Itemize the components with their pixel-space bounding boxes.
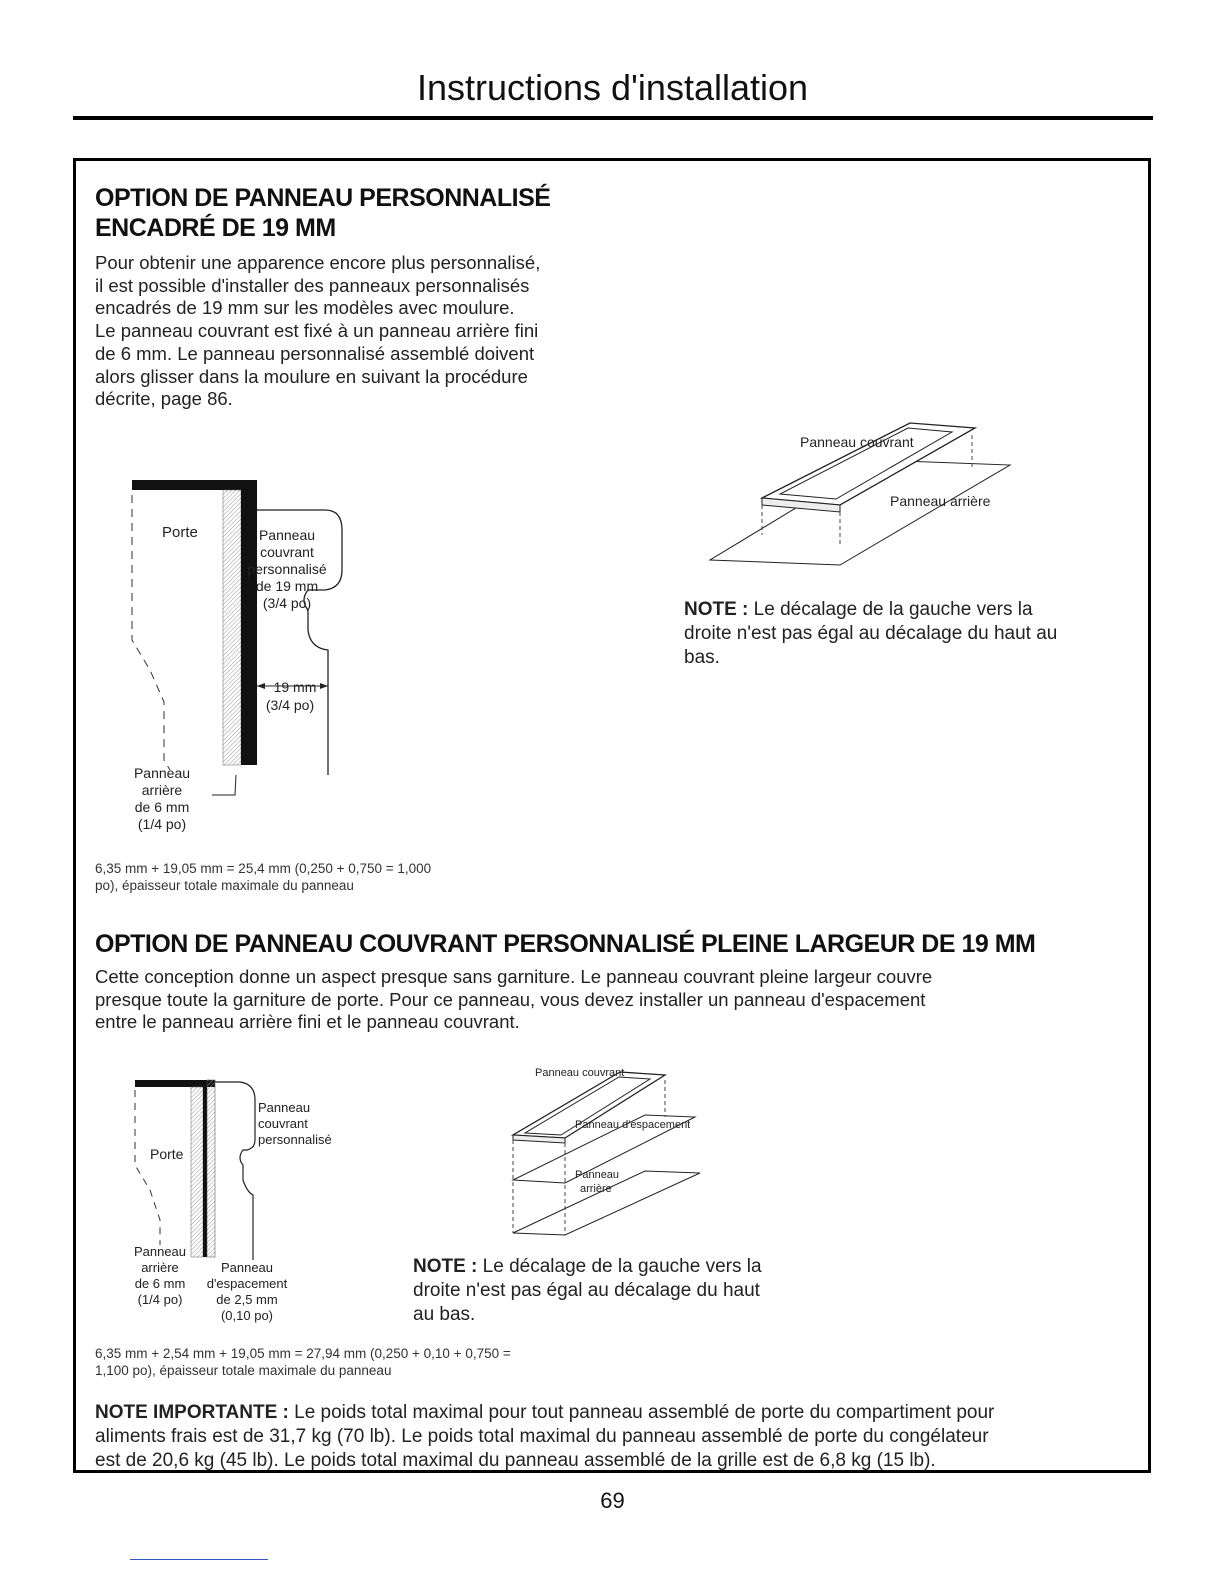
back-label-line: (1/4 po): [137, 816, 187, 832]
dimension-arrow-right: [320, 683, 328, 689]
back-label-line: (1/4 po): [137, 1292, 183, 1307]
note-line: aliments frais est de 31,7 kg (70 lb). Le poids total maximal du panneau assemblé de porte du congélateur: [95, 1426, 989, 1447]
note-line: au bas.: [413, 1304, 476, 1325]
paragraph-line: Pour obtenir une apparence encore plus personnalisé,: [95, 252, 541, 273]
porte-label: Porte: [150, 1146, 184, 1162]
section2-paragraph: [95, 966, 1135, 1034]
back-label-line: arrière: [141, 782, 183, 798]
spacer-label: Panneau d'espacement: [575, 1119, 691, 1131]
back-label-line: Panneau: [575, 1169, 620, 1181]
cover-label-line: couvrant: [260, 544, 314, 560]
section1-heading-line2: ENCADRÉ DE 19 MM: [95, 214, 336, 242]
note-line: droite n'est pas égal au décalage du haut: [413, 1280, 760, 1301]
section1-formula: [95, 860, 431, 894]
back-label-line: Panneau: [133, 765, 191, 781]
cover-label-line: (3/4 po): [262, 595, 312, 611]
paragraph-line: entre le panneau arrière fini et le panneau couvrant.: [95, 1011, 520, 1033]
important-note-label: NOTE IMPORTANTE :: [95, 1402, 289, 1423]
full-width-panel-cross-section-diagram: [125, 1070, 355, 1335]
back-label-line: arrière: [141, 1260, 179, 1275]
paragraph-line: encadrés de 19 mm sur les modèles avec moulure.: [95, 297, 515, 319]
door-break-line: [135, 1090, 160, 1245]
paragraph-line: il est possible d'installer des panneaux personnalisés: [95, 274, 530, 296]
footer-link-underline: [130, 1559, 268, 1560]
note-line: est de 20,6 kg (45 lb). Le poids total maximal du panneau assemblé de la grille est de 6,8 kg (15 lb).: [95, 1450, 936, 1471]
note-label: NOTE :: [684, 599, 749, 620]
cover-label: Panneau couvrant: [535, 1067, 625, 1079]
framed-panel-cross-section-diagram: [120, 470, 380, 840]
note-label: NOTE :: [413, 1256, 478, 1277]
section1-heading-line1: OPTION DE PANNEAU PERSONNALISÉ: [95, 184, 551, 212]
molding-profile: [215, 1082, 255, 1260]
spacer-label-line: (0,10 po): [220, 1308, 274, 1323]
formula-line: 6,35 mm + 19,05 mm = 25,4 mm (0,250 + 0,750 = 1,000: [95, 861, 432, 876]
back-label-line: arrière: [580, 1183, 612, 1195]
back-label-line: Panneau: [133, 1244, 187, 1259]
section2-note: [413, 1255, 833, 1327]
spacer-label-line: d'espacement: [206, 1276, 288, 1291]
note-text: Le décalage de la gauche vers la: [753, 599, 1033, 620]
paragraph-line: de 6 mm. Le panneau personnalisé assemblé doivent: [95, 342, 535, 364]
spacer-label-line: de 2,5 mm: [216, 1292, 278, 1307]
cover-panel-hatch: [223, 490, 241, 765]
note-line: [413, 1255, 833, 1279]
dimension-arrow-left: [257, 683, 265, 689]
note-line: [95, 1401, 1145, 1425]
section2-heading: OPTION DE PANNEAU COUVRANT PERSONNALISÉ PLEINE LARGEUR DE 19 MM: [95, 930, 1036, 958]
cover-label-line: Panneau: [258, 527, 316, 543]
spacer-panel: [203, 1080, 207, 1257]
formula-line: 1,100 po), épaisseur totale maximale du panneau: [95, 1363, 392, 1378]
formula-line: po), épaisseur totale maximale du panneau: [95, 878, 354, 893]
porte-label: Porte: [162, 524, 198, 541]
dimension-label-line: (3/4 po): [265, 697, 315, 713]
title-rule: [73, 116, 1153, 120]
framed-panel-perspective-diagram: [700, 420, 1030, 580]
back-panel-leader: [212, 775, 236, 795]
note-line: droite n'est pas égal au décalage du haut au: [684, 623, 1058, 644]
back-panel: [241, 480, 257, 765]
back-label: Panneau arrière: [890, 493, 991, 509]
section1-paragraph: [95, 252, 655, 411]
spacer-label-line: Panneau: [220, 1260, 274, 1275]
cover-label-line: de 19 mm: [255, 578, 319, 594]
important-note: [95, 1401, 1145, 1473]
cover-label-line: couvrant: [258, 1116, 308, 1131]
formula-line: 6,35 mm + 2,54 mm + 19,05 mm = 27,94 mm (0,250 + 0,10 + 0,750 =: [95, 1346, 511, 1361]
paragraph-line: décrite, page 86.: [95, 388, 233, 410]
back-panel: [207, 1080, 215, 1257]
section2-formula: [95, 1345, 511, 1379]
note-line: bas.: [684, 647, 720, 668]
section1-note: [684, 598, 1124, 670]
paragraph-line: Le panneau couvrant est fixé à un panneau arrière fini: [95, 320, 539, 342]
paragraph-line: Cette conception donne un aspect presque sans garniture. Le panneau couvrant pleine largeur couvre: [95, 966, 933, 987]
note-text: Le décalage de la gauche vers la: [482, 1256, 762, 1277]
paragraph-line: presque toute la garniture de porte. Pour ce panneau, vous devez installer un panneau d'espacement: [95, 988, 926, 1010]
door-top-edge: [132, 480, 257, 490]
paragraph-line: alors glisser dans la moulure en suivant la procédure: [95, 365, 528, 387]
page-number: 69: [600, 1488, 625, 1513]
back-label-line: de 6 mm: [134, 799, 190, 815]
back-label-line: de 6 mm: [134, 1276, 186, 1291]
cover-label-line: personnalisé: [247, 561, 327, 577]
page-title: Instructions d'installation: [416, 67, 809, 108]
cover-panel-hatch: [191, 1087, 203, 1257]
cover-label-line: Panneau: [258, 1100, 311, 1115]
note-line: [684, 598, 1124, 622]
note-text: Le poids total maximal pour tout panneau assemblé de porte du compartiment pour: [294, 1402, 995, 1423]
cover-label: Panneau couvrant: [800, 434, 914, 450]
cover-label-line: personnalisé: [258, 1132, 332, 1147]
dimension-label-line: 19 mm: [273, 679, 317, 695]
full-width-panel-exploded-perspective-diagram: [505, 1055, 710, 1240]
